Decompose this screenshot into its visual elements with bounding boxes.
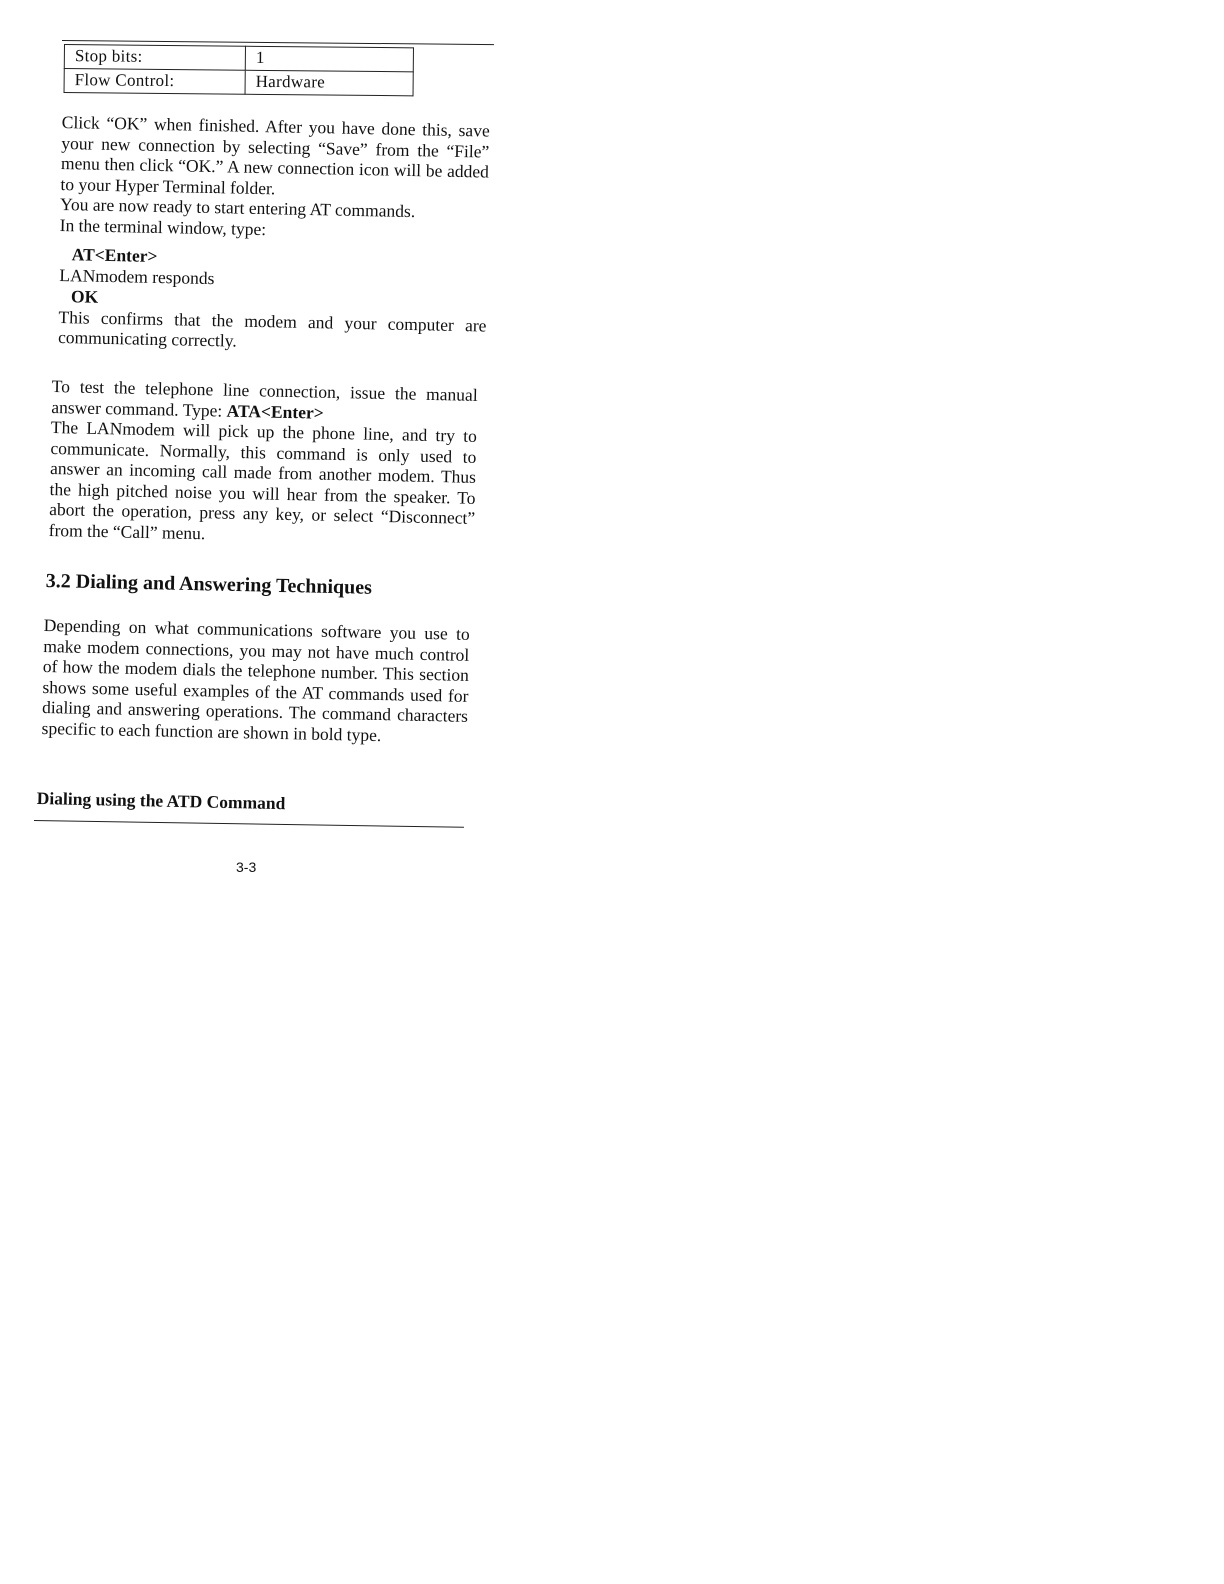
bottom-rule <box>34 820 464 828</box>
settings-table <box>64 44 414 96</box>
table-row <box>64 45 413 72</box>
table-row <box>64 69 413 96</box>
test-block <box>49 376 478 549</box>
command-at: AT<Enter> <box>71 244 158 266</box>
page-number: 3-3 <box>236 859 257 875</box>
intro-paragraph: Click “OK” when finished. After you have done this, save your new connection by selecting “Save” from the “File” menu then click “OK.” A new connection icon will be added to your Hyper Terminal folder. <box>60 112 490 198</box>
section-body <box>41 615 469 747</box>
section-heading: 3.2 Dialing and Answering Techniques <box>45 570 373 599</box>
intro-paragraph: In the terminal window, type: <box>59 214 267 239</box>
command-block <box>58 244 488 356</box>
subsection-heading: Dialing using the ATD Command <box>36 788 286 814</box>
test-text: To test the telephone line connection, issue the manual answer command. Type: <box>51 376 478 421</box>
test-paragraph: The LANmodem will pick up the phone line, and try to communicate. Normally, this command is only used to answer an incoming call made from another modem. Thus the high pitched noise you will hear from the speaker. To abort the operation, press any key, or select “Disconnect” from the “Call” menu. <box>48 416 478 543</box>
command-ok: OK <box>70 285 99 307</box>
setting-value: Hardware <box>245 70 413 96</box>
command-ata: ATA<Enter> <box>226 400 324 423</box>
response-label: LANmodem responds <box>59 264 215 289</box>
intro-block <box>60 112 490 244</box>
setting-value: 1 <box>245 46 413 72</box>
intro-paragraph: You are now ready to start entering AT commands. <box>59 193 416 222</box>
setting-label: Flow Control: <box>64 69 245 95</box>
section-paragraph: Depending on what communications software you use to make modem connections, you may not have much control of how the modem dials the telephone number. This section shows some useful examples of the AT commands used for dialing and answering operations. The command characters specific to each function are shown in bold type. <box>41 615 470 745</box>
setting-label: Stop bits: <box>64 45 245 71</box>
confirm-paragraph: This confirms that the modem and your computer are communicating correctly. <box>57 306 487 351</box>
